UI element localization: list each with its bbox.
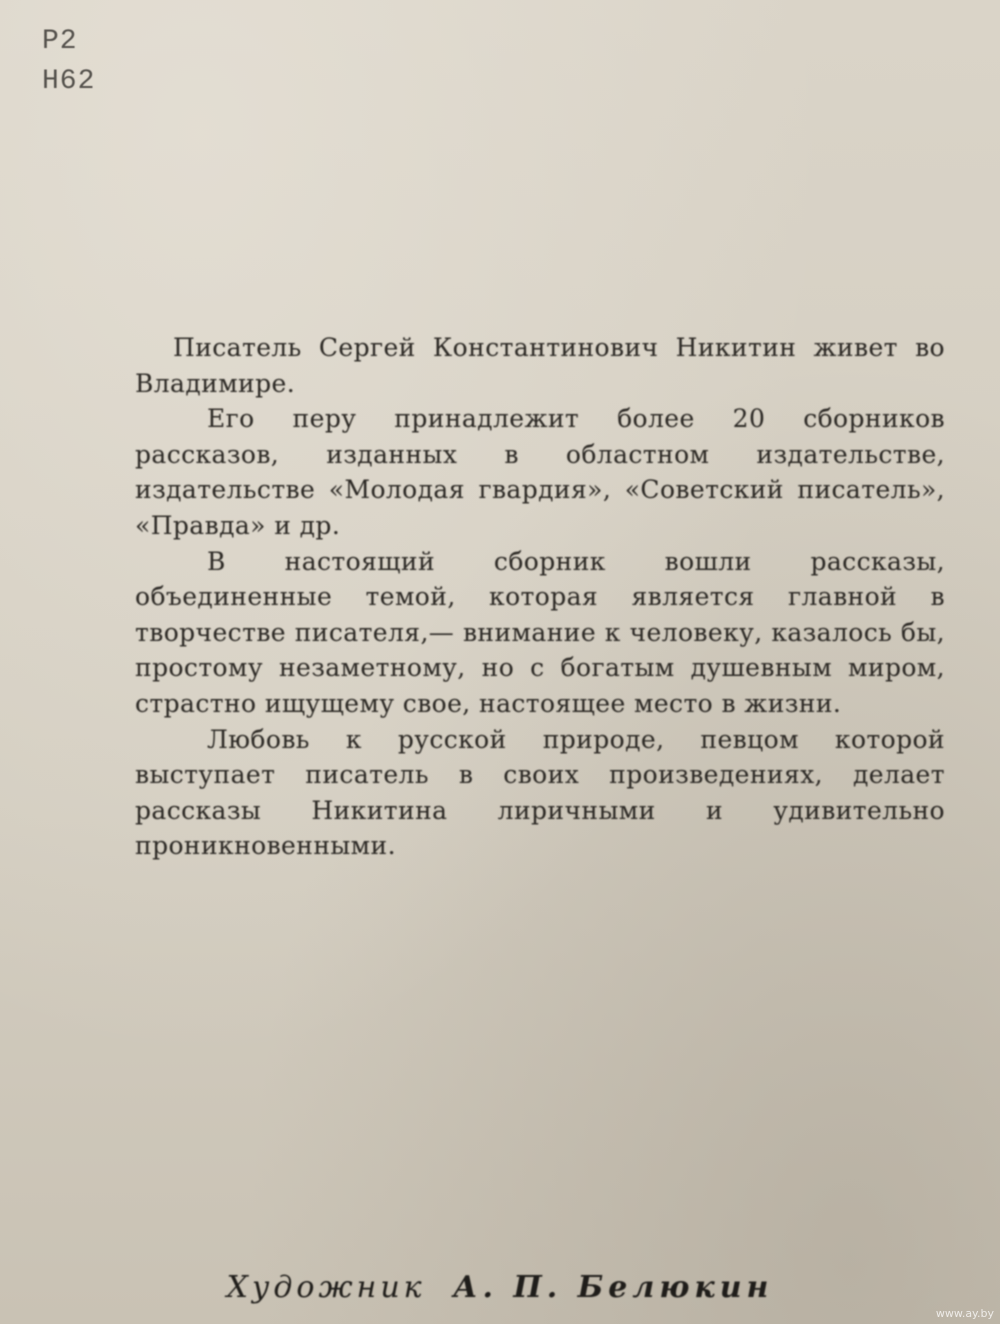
annotation-paragraph: Писатель Сергей Константинович Никитин живет во Владимире. <box>135 333 945 398</box>
library-classification-code <box>42 22 95 102</box>
book-annotation <box>135 330 945 864</box>
annotation-paragraph: Его перу принадлежит более 20 сборников рассказов, изданных в областном издательстве, издательстве «Молодая гвардия», «Советский писатель», «Правда» и др. <box>135 404 945 540</box>
classification-line-2: Н62 <box>42 66 96 97</box>
artist-credit <box>0 1270 1000 1305</box>
site-watermark: www.ay.by <box>935 1307 994 1320</box>
artist-name: А. П. Белюкин <box>453 1270 774 1305</box>
annotation-paragraph: В настоящий сборник вошли рассказы, объединенные темой, которая является главной в творчестве писателя,— внимание к человеку, казалось бы, простому незаметному, но с богатым душевным миром, страстно ищущему свое, настоящее место в жизни. <box>135 546 945 718</box>
classification-line-1: Р2 <box>42 26 78 57</box>
artist-label: Художник <box>226 1270 426 1305</box>
annotation-paragraph: Любовь к русской природе, певцом которой выступает писатель в своих произведениях, делает рассказы Никитина лиричными и удивительно проникновенными. <box>135 724 945 861</box>
